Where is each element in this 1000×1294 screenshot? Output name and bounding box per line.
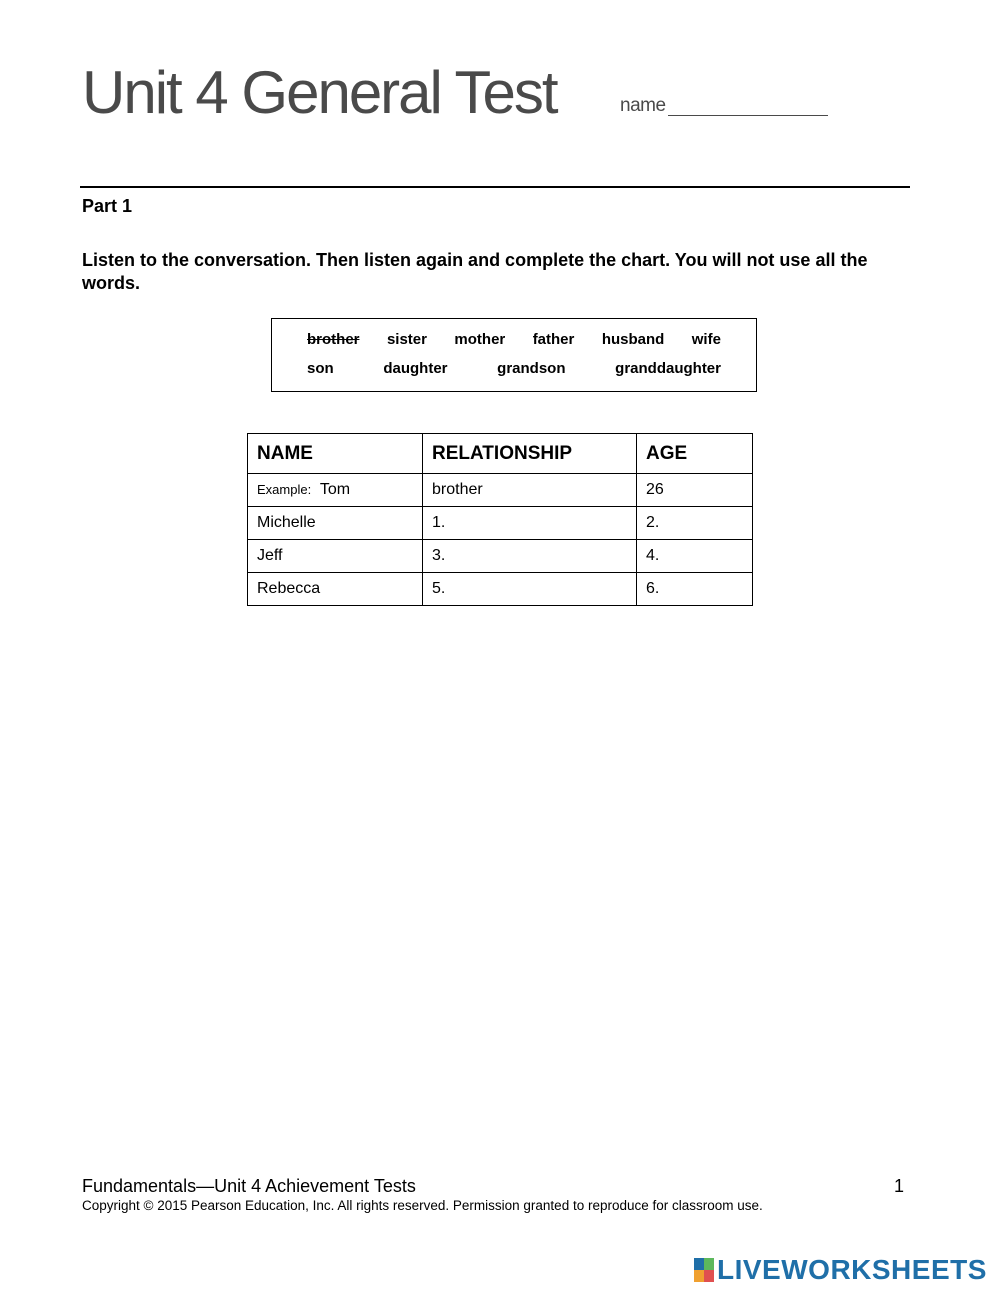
answer-blank-2[interactable]: 2. xyxy=(637,507,753,540)
word-husband: husband xyxy=(601,331,665,348)
chart-header-row xyxy=(248,434,753,474)
name-value: Tom xyxy=(319,481,351,498)
table-row xyxy=(248,507,753,540)
answer-blank-1[interactable]: 1. xyxy=(423,507,637,540)
page-number: 1 xyxy=(894,1176,905,1196)
instructions: Listen to the conversation. Then listen again and complete the chart. You will not use all the words. xyxy=(82,250,868,293)
answer-blank-5[interactable]: 5. xyxy=(423,573,637,606)
word-daughter: daughter xyxy=(383,360,448,377)
table-row xyxy=(248,474,753,507)
name-cell: Jeff xyxy=(248,540,423,573)
word-son: son xyxy=(307,360,334,377)
footer-title: Fundamentals—Unit 4 Achievement Tests xyxy=(82,1176,416,1196)
word-father: father xyxy=(532,331,575,348)
word-sister: sister xyxy=(386,331,427,348)
liveworksheets-logo-icon xyxy=(694,1258,714,1282)
word-wife: wife xyxy=(691,331,721,348)
part-label: Part 1 xyxy=(82,196,133,216)
name-cell: Rebecca xyxy=(248,573,423,606)
table-row xyxy=(248,573,753,606)
answer-blank-6[interactable]: 6. xyxy=(637,573,753,606)
word-brother: brother xyxy=(307,331,360,348)
header-relationship: RELATIONSHIP xyxy=(423,434,637,474)
header-divider xyxy=(80,186,910,188)
name-cell xyxy=(248,474,423,507)
word-granddaughter: granddaughter xyxy=(615,360,721,377)
age-cell: 26 xyxy=(637,474,753,507)
header-age: AGE xyxy=(637,434,753,474)
answer-blank-3[interactable]: 3. xyxy=(423,540,637,573)
answer-chart xyxy=(247,433,753,606)
word-bank-row-1 xyxy=(307,331,721,348)
logo-text: LIVEWORKSHEETS xyxy=(717,1254,987,1285)
name-field[interactable] xyxy=(668,115,828,116)
liveworksheets-logo[interactable] xyxy=(694,1256,987,1284)
word-mother: mother xyxy=(454,331,506,348)
word-grandson: grandson xyxy=(497,360,566,377)
copyright-notice: Copyright © 2015 Pearson Education, Inc. All rights reserved. Permission granted to reproduce for classroom use. xyxy=(82,1198,763,1213)
answer-blank-4[interactable]: 4. xyxy=(637,540,753,573)
name-cell: Michelle xyxy=(248,507,423,540)
page-title: Unit 4 General Test xyxy=(82,59,557,126)
relationship-cell: brother xyxy=(423,474,637,507)
word-bank-row-2 xyxy=(307,360,721,377)
header-name: NAME xyxy=(248,434,423,474)
example-label: Example: xyxy=(257,482,312,497)
word-bank xyxy=(271,318,757,392)
table-row xyxy=(248,540,753,573)
name-label: name xyxy=(620,95,666,116)
